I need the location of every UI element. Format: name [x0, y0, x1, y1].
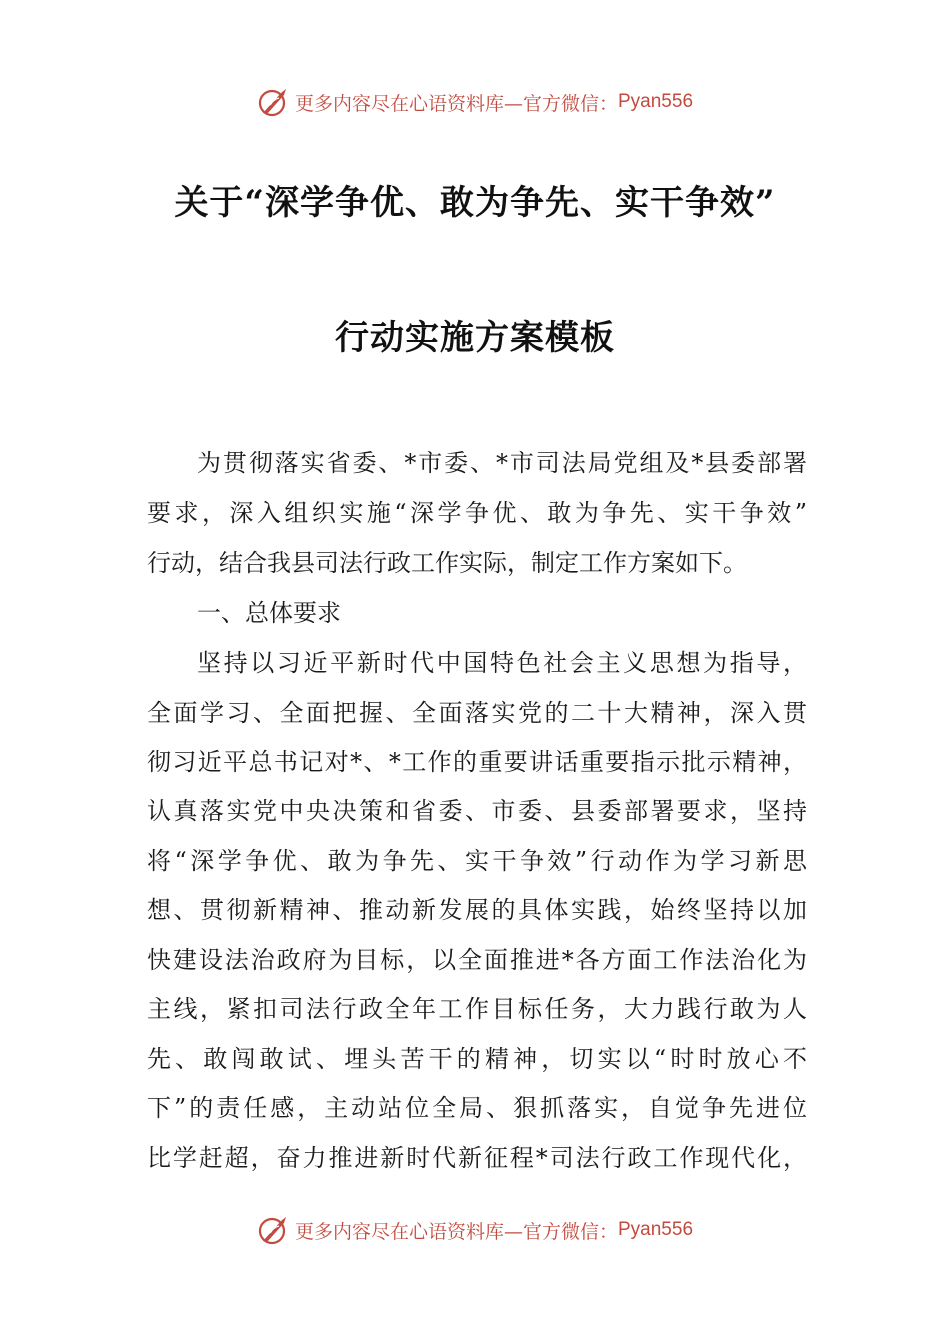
paragraph-line: 想、贯彻新精神、推动新发展的具体实践，始终坚持以加 — [147, 896, 807, 924]
document-title-line-2: 行动实施方案模板 — [335, 318, 615, 358]
paragraph-line: 坚持以习近平新时代中国特色社会主义思想为指导， — [197, 649, 807, 677]
banner-text: 更多内容尽在心语资料库—官方微信： — [294, 92, 618, 115]
paragraph-line: 为贯彻落实省委、*市委、*市司法局党组及*县委部署 — [197, 449, 807, 477]
pen-logo-icon — [257, 85, 291, 119]
paragraph-line: 行动，结合我县司法行政工作实际，制定工作方案如下。 — [147, 549, 747, 577]
banner-wechat-id: Pyan556 — [618, 1219, 694, 1240]
paragraph-line: 彻习近平总书记对*、*工作的重要讲话重要指示批示精神， — [147, 748, 807, 776]
paragraph-line: 下”的责任感，主动站位全局、狠抓落实，自觉争先进位 — [147, 1094, 807, 1122]
banner-text: 更多内容尽在心语资料库—官方微信： — [294, 1220, 618, 1243]
section-heading: 一、总体要求 — [197, 599, 341, 627]
paragraph-line: 认真落实党中央决策和省委、市委、县委部署要求，坚持 — [147, 797, 807, 825]
paragraph-line: 全面学习、全面把握、全面落实党的二十大精神，深入贯 — [147, 699, 807, 727]
paragraph-line: 将“深学争优、敢为争先、实干争效”行动作为学习新思 — [147, 847, 807, 875]
header-banner — [0, 82, 950, 122]
paragraph-line: 要求，深入组织实施“深学争优、敢为争先、实干争效” — [147, 499, 807, 527]
document-title-line-1: 关于“深学争优、敢为争先、实干争效” — [174, 183, 776, 223]
paragraph-line: 比学赶超，奋力推进新时代新征程*司法行政工作现代化， — [147, 1144, 807, 1172]
paragraph-line: 主线，紧扣司法行政全年工作目标任务，大力践行敢为人 — [147, 995, 807, 1023]
footer-banner — [0, 1210, 950, 1250]
pen-logo-icon — [257, 1213, 291, 1247]
paragraph-line: 先、敢闯敢试、埋头苦干的精神，切实以“时时放心不 — [147, 1045, 807, 1073]
paragraph-line: 快建设法治政府为目标，以全面推进*各方面工作法治化为 — [147, 946, 807, 974]
banner-wechat-id: Pyan556 — [618, 91, 694, 112]
